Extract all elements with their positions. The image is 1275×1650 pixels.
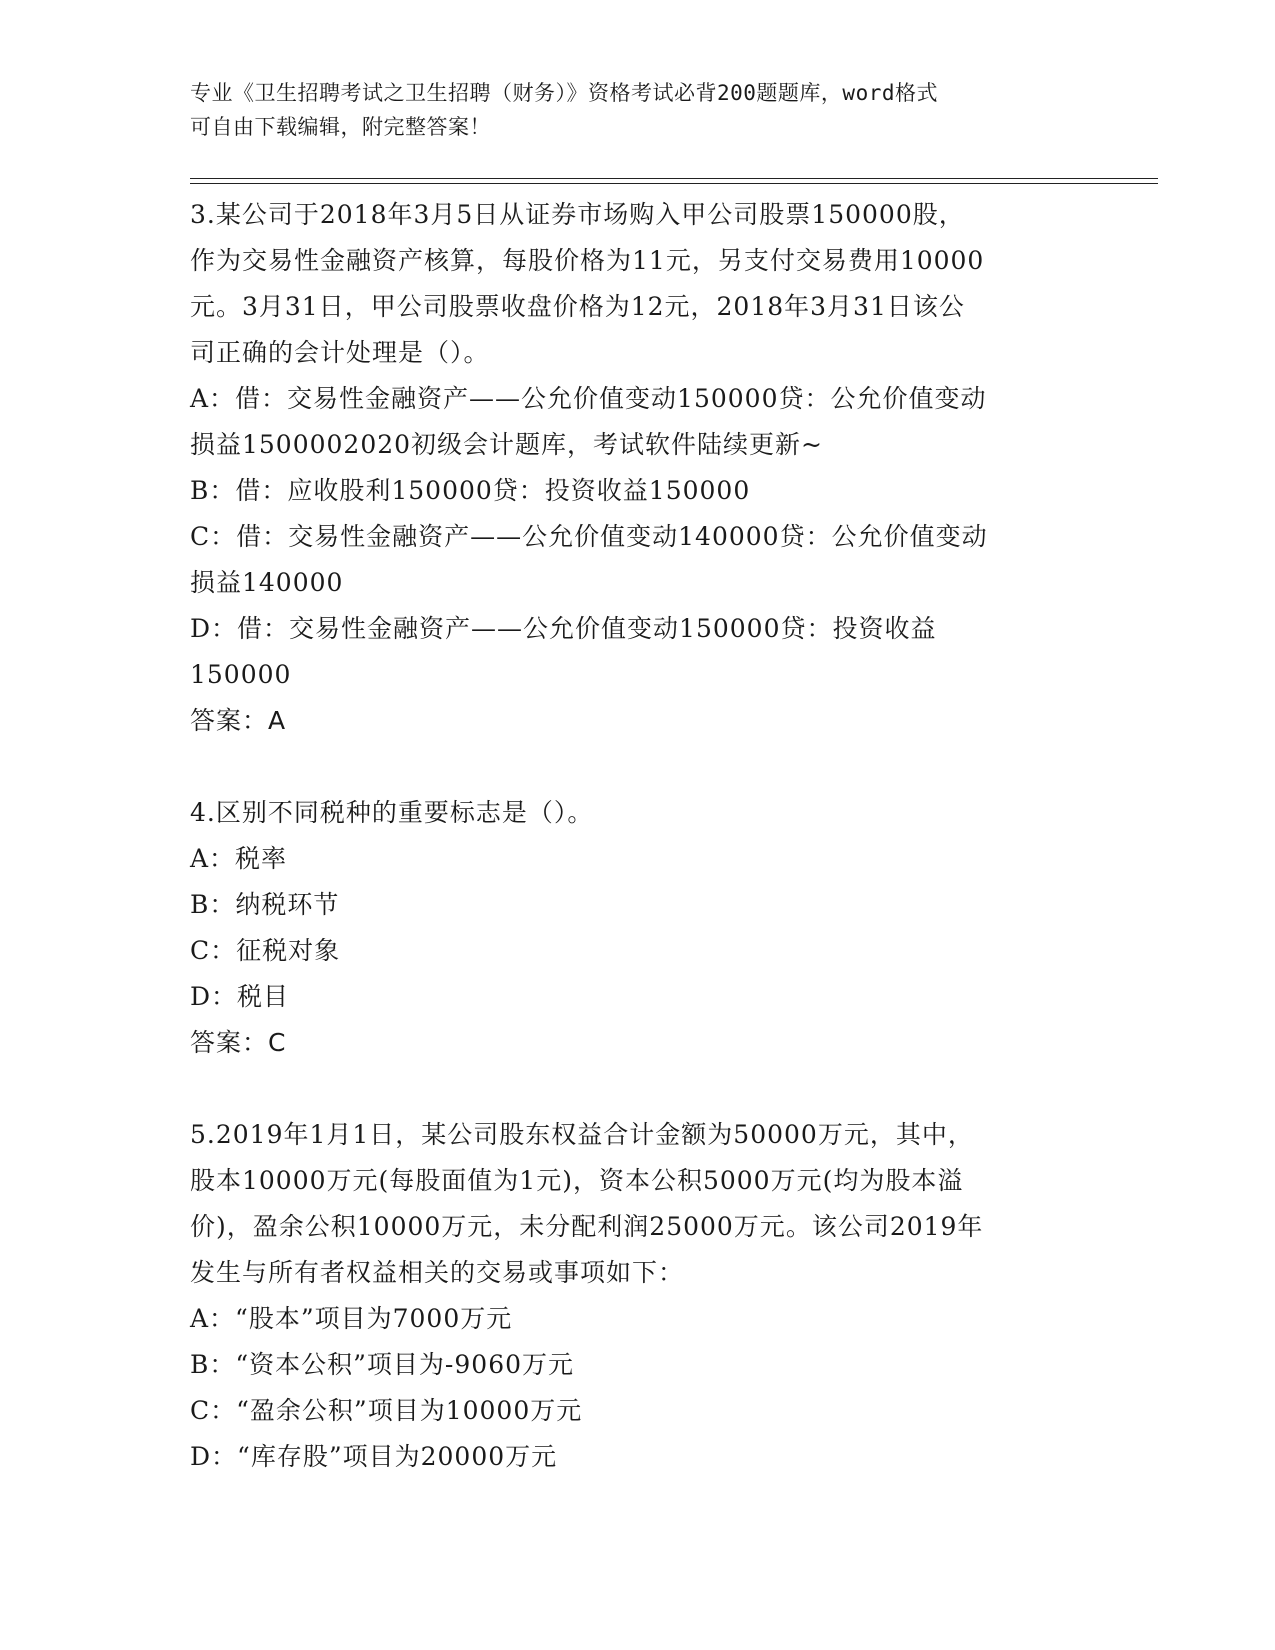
question-4-option-d: D：税目 [190, 982, 290, 1011]
question-3-stem-line-1: 3.某公司于2018年3月5日从证券市场购入甲公司股票150000股， [190, 200, 965, 229]
question-5-option-c: C：“盈余公积”项目为10000万元 [190, 1396, 583, 1425]
question-4-option-a: A：税率 [190, 844, 288, 873]
spacer [190, 744, 1090, 790]
question-3-option-d-line-2: 150000 [190, 660, 292, 689]
question-4 [190, 790, 1090, 1066]
question-5-option-a: A：“股本”项目为7000万元 [190, 1304, 513, 1333]
question-5-option-b: B：“资本公积”项目为-9060万元 [190, 1350, 575, 1379]
question-4-option-c: C：征税对象 [190, 936, 341, 965]
question-4-answer: 答案：C [190, 1028, 287, 1057]
spacer [190, 1066, 1090, 1112]
question-5-stem-line-1: 5.2019年1月1日，某公司股东权益合计金额为50000万元，其中， [190, 1120, 974, 1149]
question-3-stem-line-3: 元。3月31日，甲公司股票收盘价格为12元，2018年3月31日该公 [190, 292, 965, 321]
question-4-stem: 4.区别不同税种的重要标志是（）。 [190, 798, 594, 827]
question-3-option-a-line-1: A：借：交易性金融资产——公允价值变动150000贷：公允价值变动 [190, 384, 987, 413]
question-3-stem-line-4: 司正确的会计处理是（）。 [190, 338, 490, 367]
question-3-option-a-line-2: 损益1500002020初级会计题库，考试软件陆续更新~ [190, 430, 824, 459]
question-3-stem-line-2: 作为交易性金融资产核算，每股价格为11元，另支付交易费用10000 [190, 246, 985, 275]
question-5-stem-line-3: 价)，盈余公积10000万元，未分配利润25000万元。该公司2019年 [190, 1212, 984, 1241]
document-header [190, 76, 1090, 144]
question-3-option-c-line-2: 损益140000 [190, 568, 344, 597]
question-3-option-b: B：借：应收股利150000贷：投资收益150000 [190, 476, 751, 505]
question-list [190, 192, 1090, 1480]
question-5 [190, 1112, 1090, 1480]
question-5-stem-line-4: 发生与所有者权益相关的交易或事项如下： [190, 1258, 685, 1287]
question-5-option-d: D：“库存股”项目为20000万元 [190, 1442, 558, 1471]
header-divider-top [190, 178, 1158, 179]
question-3 [190, 192, 1090, 744]
question-4-option-b: B：纳税环节 [190, 890, 340, 919]
question-3-option-d-line-1: D：借：交易性金融资产——公允价值变动150000贷：投资收益 [190, 614, 937, 643]
header-title-line-1: 专业《卫生招聘考试之卫生招聘（财务）》资格考试必背200题题库，word格式 [190, 81, 938, 105]
question-5-stem-line-2: 股本10000万元(每股面值为1元)，资本公积5000万元(均为股本溢 [190, 1166, 964, 1195]
header-divider-bottom [190, 183, 1158, 184]
question-3-option-c-line-1: C：借：交易性金融资产——公允价值变动140000贷：公允价值变动 [190, 522, 988, 551]
question-3-answer: 答案：A [190, 706, 287, 735]
header-title-line-2: 可自由下载编辑，附完整答案！ [190, 115, 491, 139]
